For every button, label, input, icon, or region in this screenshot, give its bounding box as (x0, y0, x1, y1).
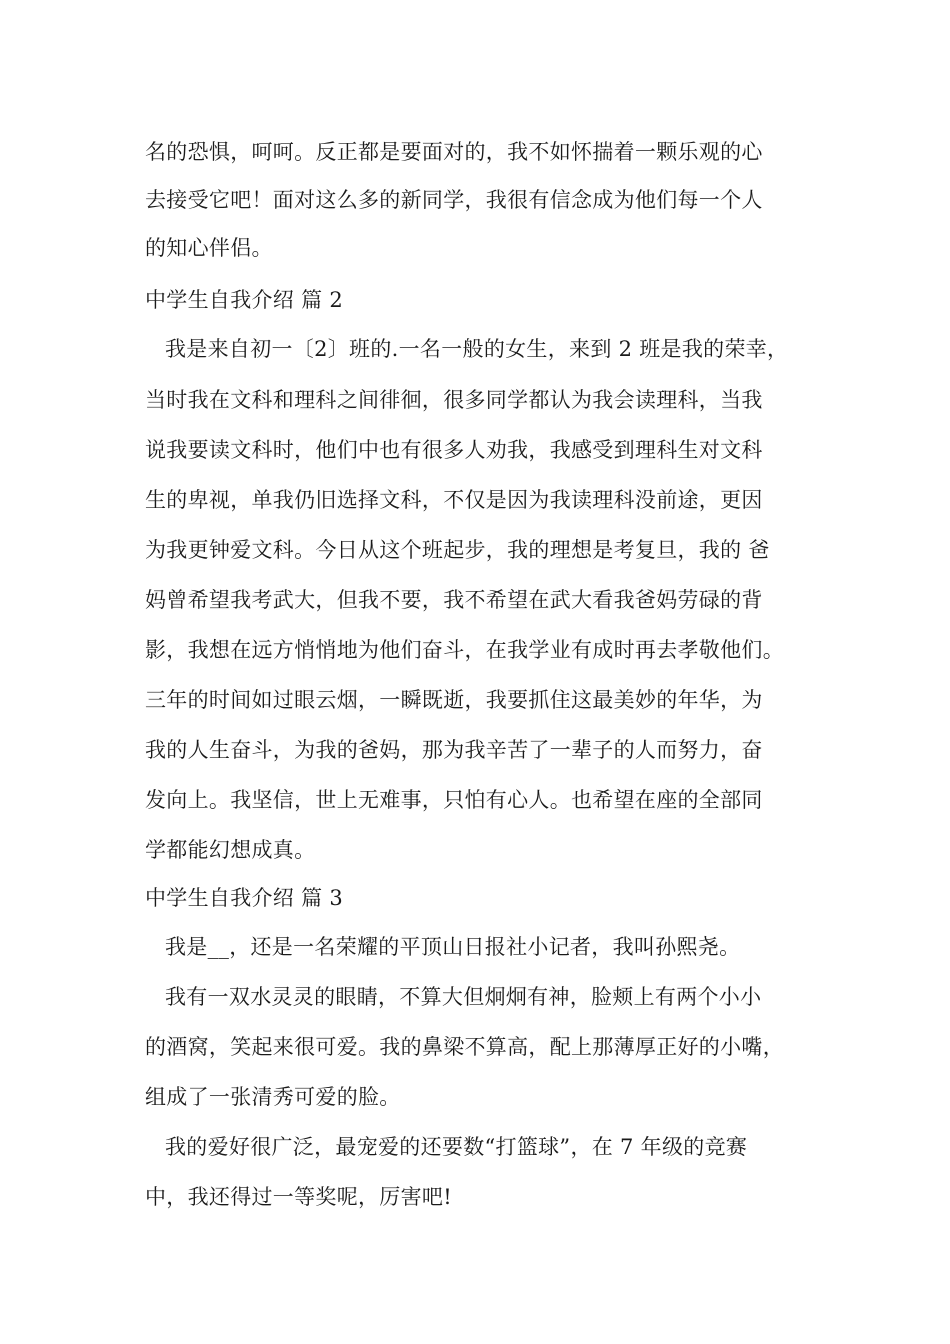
paragraph-line: 妈曾希望我考武大，但我不要，我不希望在武大看我爸妈劳碌的背 (145, 588, 763, 612)
paragraph-line: 去接受它吧！面对这么多的新同学，我很有信念成为他们每一个人 (145, 188, 763, 212)
paragraph-line: 生的卑视，单我仍旧选择文科，不仅是因为我读理科没前途，更因 (145, 488, 763, 512)
paragraph-line: 发向上。我坚信，世上无难事，只怕有心人。也希望在座的全部同 (145, 788, 763, 812)
paragraph-line: 说我要读文科时，他们中也有很多人劝我，我感受到理科生对文科 (145, 438, 763, 462)
paragraph-line: 我有一双水灵灵的眼睛，不算大但炯炯有神，脸颊上有两个小小 (165, 985, 762, 1009)
paragraph-line: 三年的时间如过眼云烟，一瞬既逝，我要抓住这最美妙的年华，为 (145, 688, 763, 712)
paragraph-line: 我是来自初一〔2〕班的.一名一般的女生，来到 2 班是我的荣幸， (165, 337, 789, 361)
paragraph-line: 我的爱好很广泛，最宠爱的还要数“打篮球”，在 7 年级的竞赛 (165, 1135, 748, 1159)
paragraph-line: 名的恐惧，呵呵。反正都是要面对的，我不如怀揣着一颗乐观的心 (145, 140, 763, 164)
paragraph-line: 我的人生奋斗，为我的爸妈，那为我辛苦了一辈子的人而努力，奋 (145, 738, 763, 762)
paragraph-line: 中，我还得过一等奖呢，厉害吧! (145, 1185, 452, 1209)
paragraph-line: 的知心伴侣。 (145, 236, 273, 260)
paragraph-line: 学都能幻想成真。 (145, 838, 316, 862)
paragraph-line: 组成了一张清秀可爱的脸。 (145, 1085, 401, 1109)
paragraph-line: 的酒窝，笑起来很可爱。我的鼻梁不算高，配上那薄厚正好的小嘴， (145, 1035, 784, 1059)
section-heading: 中学生自我介绍 篇 2 (145, 288, 344, 312)
paragraph-line: 当时我在文科和理科之间徘徊，很多同学都认为我会读理科，当我 (145, 388, 763, 412)
paragraph-line: 我是__，还是一名荣耀的平顶山日报社小记者，我叫孙熙尧。 (165, 935, 741, 959)
paragraph-line: 为我更钟爱文科。今日从这个班起步，我的理想是考复旦，我的 爸 (145, 538, 770, 562)
section-heading: 中学生自我介绍 篇 3 (145, 886, 344, 910)
paragraph-line: 影，我想在远方悄悄地为他们奋斗，在我学业有成时再去孝敬他们。 (145, 638, 784, 662)
